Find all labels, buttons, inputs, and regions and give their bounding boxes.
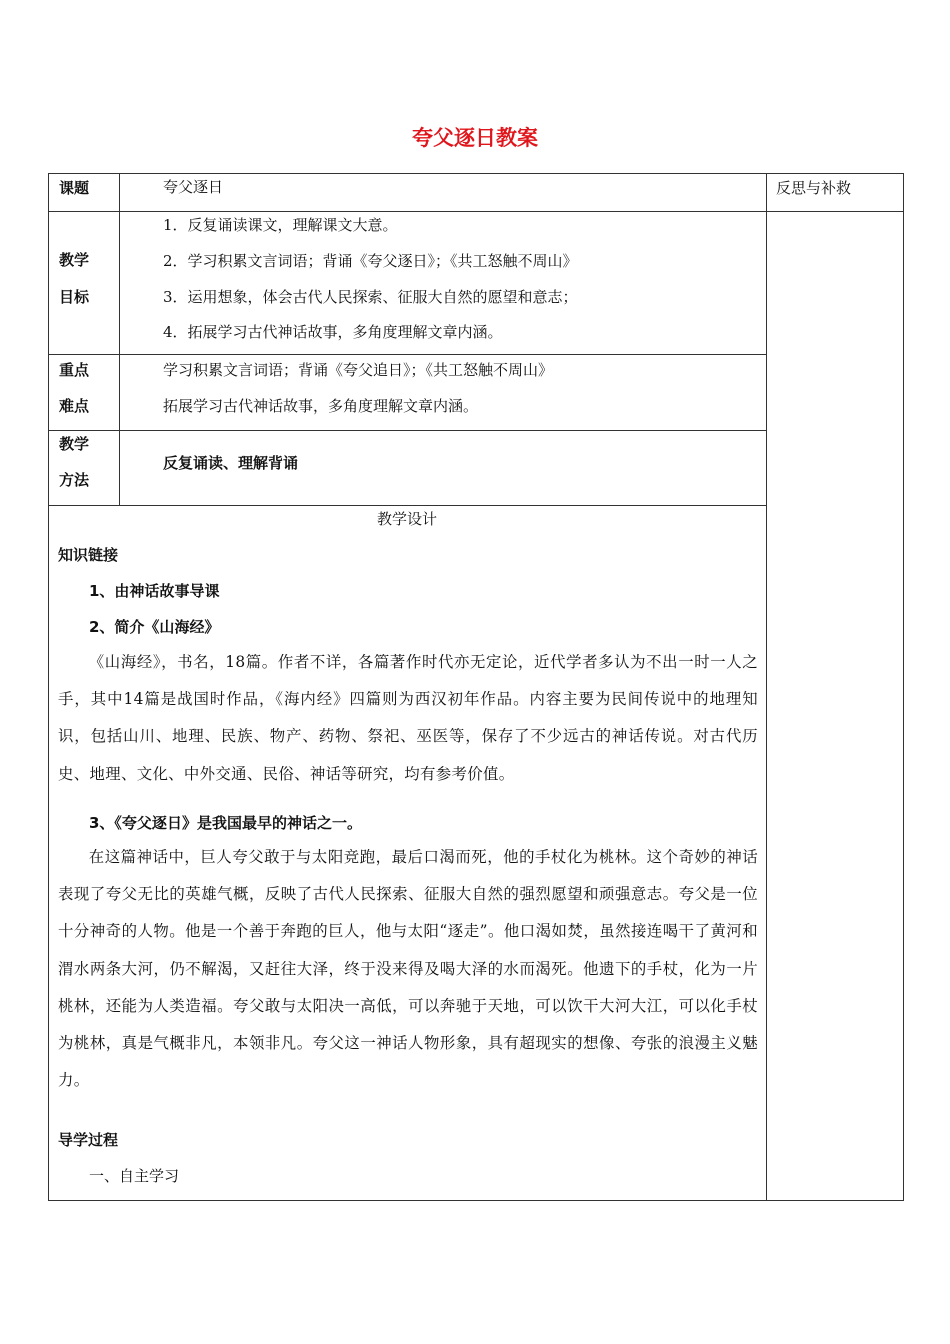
reflection-header: 反思与补救	[776, 179, 852, 197]
topic-label: 课题	[59, 179, 90, 197]
keypoints-label-2: 难点	[59, 397, 90, 415]
keypoints-label-1: 重点	[59, 361, 90, 379]
self-study-heading: 一、自主学习	[89, 1167, 180, 1185]
shanhaijing-paragraph: 《山海经》，书名，18篇。作者不详，各篇著作时代亦无定论，近代学者多认为不出一时一人之手，其中14篇是战国时作品，《海内经》四篇则为西汉初年作品。内容主要为民间传说中的地理知识，包括山川、地理、民族、物产、药物、祭祀、巫医等，保存了不少远古的神话传说。对古代历史、地理、文化、中外交通、民俗、神话等研究，均有参考价值。	[58, 653, 758, 783]
goal-item: 3．运用想象，体会古代人民探索、征服大自然的愿望和意志；	[163, 288, 578, 306]
keypoint-item: 拓展学习古代神话故事，多角度理解文章内涵。	[163, 397, 479, 415]
table-border-right	[903, 173, 904, 1201]
knowledge-heading: 知识链接	[58, 546, 119, 564]
design-header: 教学设计	[376, 510, 437, 528]
table-border-top	[48, 173, 904, 174]
process-heading: 导学过程	[58, 1131, 119, 1149]
table-divider	[48, 505, 766, 506]
method-label-2: 方法	[59, 471, 90, 489]
keypoint-item: 学习积累文言词语；背诵《夸父追日》；《共工怒触不周山》	[163, 361, 554, 379]
method-value: 反复诵读、理解背诵	[163, 454, 299, 472]
goals-label-1: 教学	[59, 251, 90, 269]
table-divider	[48, 211, 904, 212]
knowledge-item-1: 1、由神话故事导课	[89, 582, 220, 600]
table-divider	[48, 430, 766, 431]
topic-value: 夸父逐日	[163, 178, 224, 196]
table-divider	[48, 354, 766, 355]
lesson-plan-table	[48, 173, 904, 1201]
knowledge-item-3: 3、《夸父逐日》是我国最早的神话之一。	[89, 814, 362, 832]
table-divider	[119, 173, 120, 505]
table-divider	[766, 173, 767, 1201]
table-border-bottom	[48, 1200, 904, 1201]
method-label-1: 教学	[59, 435, 90, 453]
table-border-left	[48, 173, 49, 1201]
page-title: 夸父逐日教案	[412, 126, 538, 150]
knowledge-item-2: 2、简介《山海经》	[89, 618, 220, 636]
goal-item: 1．反复诵读课文，理解课文大意。	[163, 216, 398, 234]
goal-item: 2．学习积累文言词语；背诵《夸父逐日》；《共工怒触不周山》	[163, 252, 578, 270]
goal-item: 4．拓展学习古代神话故事，多角度理解文章内涵。	[163, 323, 503, 341]
kuafu-paragraph: 在这篇神话中，巨人夸父敢于与太阳竞跑，最后口渴而死，他的手杖化为桃林。这个奇妙的神话表现了夸父无比的英雄气概，反映了古代人民探索、征服大自然的强烈愿望和顽强意志。夸父是一位十分神奇的人物。他是一个善于奔跑的巨人，他与太阳“逐走”。他口渴如焚，虽然接连喝干了黄河和渭水两条大河，仍不解渴，又赶往大泽，终于没来得及喝大泽的水而渴死。他遗下的手杖，化为一片桃林，还能为人类造福。夸父敢与太阳决一高低，可以奔驰于天地，可以饮干大河大江，可以化手杖为桃林，真是气概非凡，本领非凡。夸父这一神话人物形象，具有超现实的想像、夸张的浪漫主义魅力。	[58, 848, 758, 1090]
goals-label-2: 目标	[59, 288, 90, 306]
